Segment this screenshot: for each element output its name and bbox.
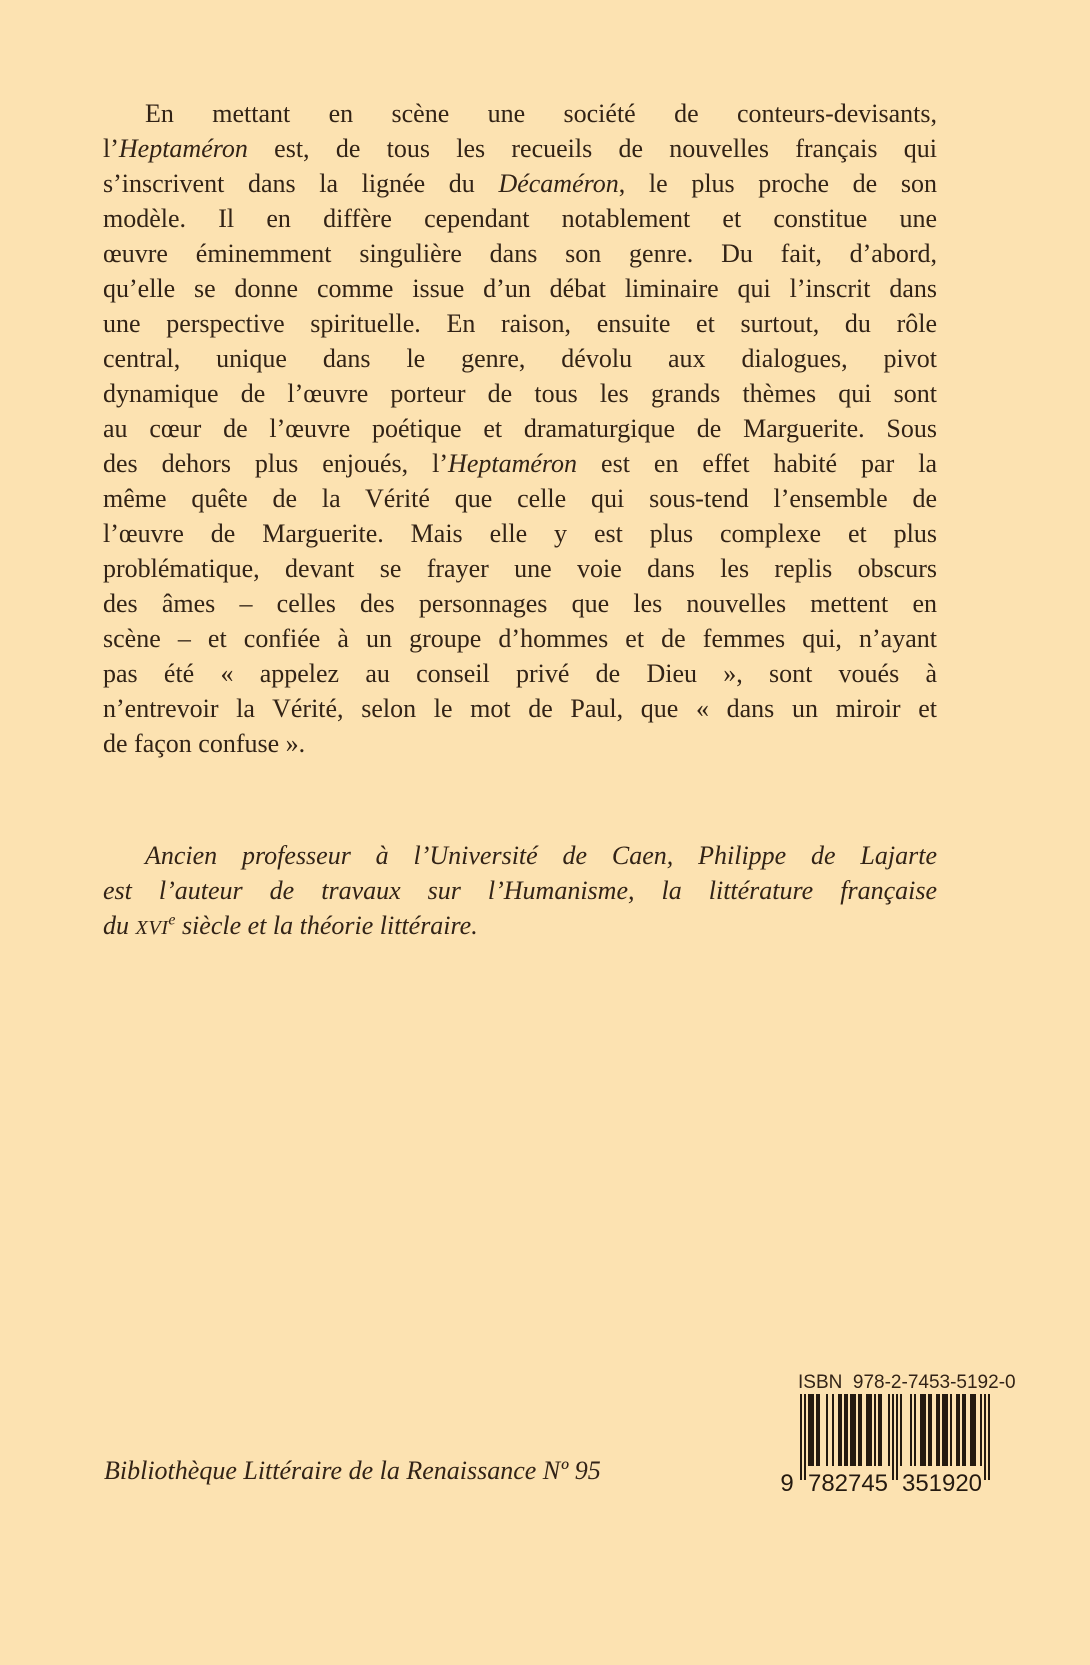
barcode-bar [928,1394,930,1466]
barcode-bar [880,1394,882,1466]
bio-paragraph [103,838,937,946]
barcode-bar [920,1394,922,1466]
text-segment: modèle. Il en diffère cependant notablement et constitue une [103,204,937,233]
isbn-barcode-block [775,1372,1016,1496]
isbn-label: ISBN 978-2-7453-5192-0 [798,1372,1016,1393]
text-line [103,656,937,691]
text-segment: n’entrevoir la Vérité, selon le mot de Paul, que « dans un miroir et [103,694,937,723]
text-segment: même quête de la Vérité que celle qui sous-tend l’ensemble de [103,484,937,513]
text-segment: des âmes – celles des personnages que les nouvelles mettent en [103,589,937,618]
barcode-bar [980,1394,982,1466]
barcode-bar [922,1394,924,1466]
text-segment: dynamique de l’œuvre porteur de tous les grands thèmes qui sont [103,379,937,408]
text-line [103,306,937,341]
barcode-bar [844,1394,846,1466]
barcode-bar [888,1394,890,1466]
barcode-bar [974,1394,976,1466]
barcode-bar [938,1394,940,1466]
text-segment: l’ [103,134,119,163]
barcode-bar [944,1394,946,1466]
barcode-bar [988,1394,990,1480]
text-segment: s’inscrivent dans la lignée du [103,169,499,198]
text-line [103,621,937,656]
barcode-digits-right: 351920 [902,1470,982,1496]
barcode-bar [870,1394,872,1466]
text-line [103,586,937,621]
text-line [103,551,937,586]
text-line [103,908,937,946]
barcode-bar [816,1394,818,1466]
text-segment: Heptaméron [448,449,578,478]
text-line [103,131,937,166]
text-line [103,481,937,516]
text-line [103,726,937,761]
synopsis-paragraph [103,96,937,761]
barcode-bar [812,1394,814,1466]
barcode-bar [874,1394,876,1466]
barcode-bar [832,1394,834,1466]
text-segment: l’œuvre de Marguerite. Mais elle y est plus complexe et plus [103,519,937,548]
text-segment: central, unique dans le genre, dévolu aux dialogues, pivot [103,344,937,373]
barcode-bar [852,1394,854,1466]
series-label: Bibliothèque Littéraire de la Renaissance Nº 95 [104,1456,601,1485]
barcode-bar [942,1394,944,1466]
text-line [103,236,937,271]
text-line [103,446,937,481]
barcode-bar [984,1394,986,1480]
barcode-bar [956,1394,958,1466]
barcode-bar [838,1394,840,1466]
text-line [103,271,937,306]
barcode-bar [964,1394,966,1466]
barcode-bar [930,1394,932,1466]
text-line [103,516,937,551]
barcode-bar [800,1394,802,1480]
barcode-bar [810,1394,812,1466]
barcode-bar [850,1394,852,1466]
barcode-bar [858,1394,860,1466]
text-segment: scène – et confiée à un groupe d’hommes et de femmes qui, n’ayant [103,624,937,653]
text-segment: est l’auteur de travaux sur l’Humanisme, la littérature française [103,876,937,905]
text-line [103,691,937,726]
text-segment: du [103,911,136,940]
text-line [103,201,937,236]
barcode-bar [878,1394,880,1466]
barcode-bar [950,1394,952,1466]
text-segment: œuvre éminemment singulière dans son genre. Du fait, d’abord, [103,239,937,268]
text-segment: problématique, devant se frayer une voie dans les replis obscurs [103,554,937,583]
barcode-bar [924,1394,926,1466]
text-line [103,341,937,376]
barcode-bar [946,1394,948,1466]
barcode-bar [958,1394,960,1466]
ean13-barcode [775,1394,993,1496]
text-segment: qu’elle se donne comme issue d’un débat liminaire qui l’inscrit dans [103,274,937,303]
barcode-bar [808,1394,810,1466]
text-line [103,96,937,131]
text-segment: Heptaméron [118,134,248,163]
text-segment: pas été « appelez au conseil privé de Dieu », sont voués à [103,659,937,688]
text-segment: XVI [135,917,169,939]
text-segment: au cœur de l’œuvre poétique et dramaturgique de Marguerite. Sous [103,414,937,443]
barcode-bar [866,1394,868,1466]
text-line [103,411,937,446]
text-segment: En mettant en scène une société de conteurs-devisants, [145,99,937,128]
text-line [103,166,937,201]
text-segment: une perspective spirituelle. En raison, ensuite et surtout, du rôle [103,309,937,338]
barcode-bar [854,1394,856,1466]
barcode-bar [936,1394,938,1466]
text-line [103,873,937,908]
barcode-bar [846,1394,848,1466]
text-segment: e [168,911,176,929]
text-segment: siècle et la théorie littéraire. [175,911,478,940]
barcode-bar [892,1394,894,1480]
text-segment: , le plus proche de son [618,169,937,198]
barcode-bar [804,1394,806,1480]
barcode-bar [972,1394,974,1466]
barcode-bar [818,1394,820,1466]
barcode-bar [970,1394,972,1466]
barcode-bar [868,1394,870,1466]
text-segment: Décaméron [498,169,619,198]
text-segment: est en effet habité par la [577,449,938,478]
barcode-bar [900,1394,902,1466]
text-line [103,838,937,873]
barcode-bar [860,1394,862,1466]
barcode-bar [914,1394,916,1466]
text-segment: est, de tous les recueils de nouvelles français qui [247,134,937,163]
text-segment: Ancien professeur à l’Université de Caen, Philippe de Lajarte [145,841,937,870]
barcode-bar [896,1394,898,1480]
barcode-digits-left: 782745 [808,1470,888,1496]
barcode-bar [910,1394,912,1466]
text-segment: des dehors plus enjoués, l’ [103,449,449,478]
barcode-bar [962,1394,964,1466]
barcode-bar [826,1394,828,1466]
barcode-bar [840,1394,842,1466]
text-line [103,376,937,411]
barcode-digit-first: 9 [780,1470,794,1496]
text-segment: de façon confuse ». [103,729,306,758]
